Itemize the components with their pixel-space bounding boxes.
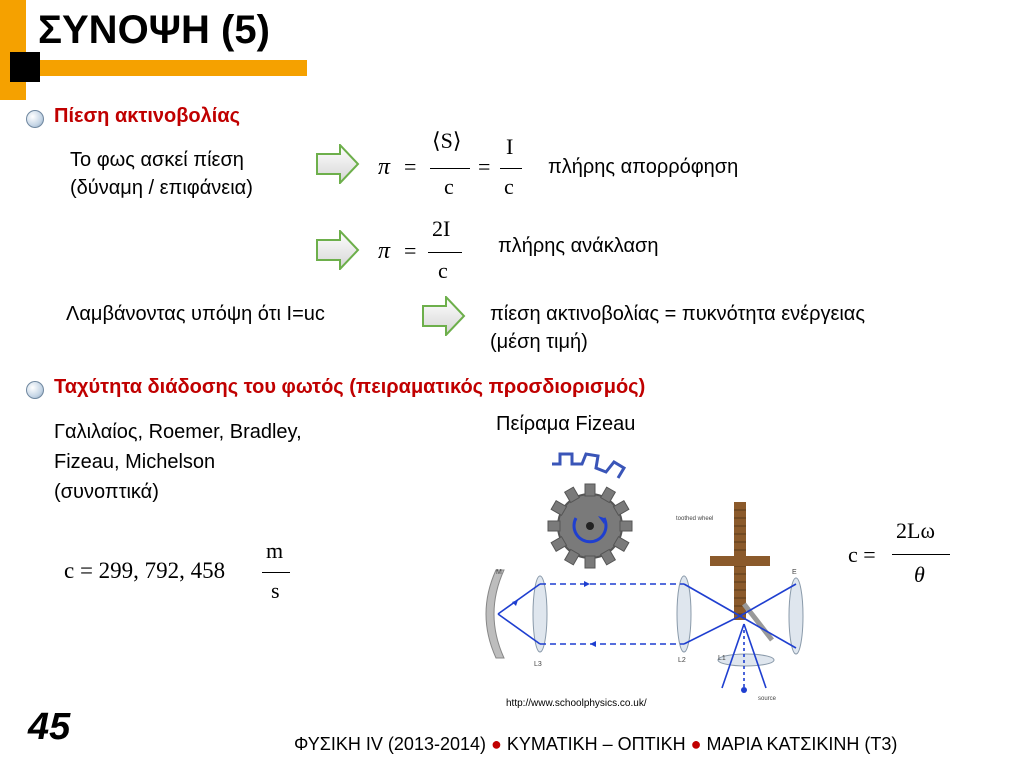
gear-icon: [548, 484, 632, 568]
fizeau-diagram: [482, 444, 818, 716]
toothed-wheel-label: toothed wheel: [676, 516, 714, 522]
mirror-label: M: [496, 569, 502, 576]
bullet-icon: [26, 110, 44, 128]
formula2-fraction-line: [428, 252, 462, 253]
formula1-equals2: =: [478, 154, 491, 179]
footer-course: ΦΥΣΙΚΗ IV (2013-2014): [294, 734, 486, 754]
fizeau-lhs: c =: [848, 542, 876, 567]
c-value: c = 299, 792, 458: [64, 558, 226, 583]
footer-author: ΜΑΡΙΑ ΚΑΤΣΙΚΙΝΗ (Τ3): [706, 734, 898, 754]
mirror-icon: [486, 570, 504, 658]
arrow-right-icon: [316, 144, 360, 184]
c-unit-line: [262, 572, 290, 573]
condition-text: Λαμβάνοντας υπόψη ότι I=uc: [66, 303, 325, 325]
footer-text: [294, 734, 897, 755]
formula2-lhs: π: [378, 238, 391, 264]
formula2-label: πλήρης ανάκλαση: [498, 235, 659, 257]
formula1-fraction-line1: [430, 168, 470, 169]
fizeau-den: θ: [914, 562, 925, 587]
bullet-icon: [26, 381, 44, 399]
page-number: 45: [28, 706, 71, 748]
formula1-fraction-line2: [500, 168, 522, 169]
title-accent-square: [10, 52, 40, 82]
source-label: source: [758, 696, 777, 702]
names-line3: (συνοπτικά): [54, 481, 159, 503]
section1-text-line1: Το φως ασκεί πίεση: [70, 149, 244, 171]
title-accent-bar-vertical: [0, 0, 26, 100]
formula1-label: πλήρης απορρόφηση: [548, 156, 739, 178]
section1-text-line2: (δύναμη / επιφάνεια): [70, 177, 253, 199]
formula2-den: c: [438, 258, 448, 283]
fizeau-line: [892, 554, 950, 555]
section2-heading: Ταχύτητα διάδοσης του φωτός (πειραματικός προσδιορισμός): [54, 376, 646, 398]
experiment-title: Πείραμα Fizeau: [496, 413, 636, 435]
source-icon: [741, 687, 747, 693]
names-line1: Γαλιλαίος, Roemer, Bradley,: [54, 421, 302, 443]
lens-l3-label: L3: [534, 661, 542, 668]
fizeau-num: 2Lω: [896, 518, 935, 543]
names-line2: Fizeau, Michelson: [54, 451, 216, 473]
lens-l1-label: L1: [718, 655, 726, 662]
formula2-equals: =: [404, 238, 417, 263]
formula2-num: 2I: [432, 216, 451, 241]
formula1-num2: I: [506, 134, 514, 159]
formula1-num1-bracket: ⟨S⟩: [432, 128, 462, 153]
footer-separator: ●: [690, 734, 702, 754]
footer-topic: ΚΥΜΑΤΙΚΗ – ΟΠΤΙΚΗ: [506, 734, 686, 754]
section1-heading: Πίεση ακτινοβολίας: [54, 105, 241, 127]
lens-l2-label: L2: [678, 657, 686, 664]
eyepiece-label: E: [792, 569, 797, 576]
eyepiece-icon: [789, 578, 803, 654]
teeth-strip-icon: [552, 454, 624, 478]
lens-l1-icon: [718, 654, 774, 666]
result-line2: (μέση τιμή): [490, 331, 588, 353]
c-unit-num: m: [266, 538, 284, 563]
source-link[interactable]: http://www.schoolphysics.co.uk/: [506, 698, 647, 709]
formula1-den1: c: [444, 174, 454, 199]
arrow-right-icon: [422, 296, 466, 336]
formula1-lhs: π: [378, 154, 391, 180]
footer-separator: ●: [491, 734, 502, 754]
formula1-equals: =: [404, 154, 417, 179]
c-unit-den: s: [271, 578, 280, 603]
arrow-right-icon: [316, 230, 360, 270]
result-line1: πίεση ακτινοβολίας = πυκνότητα ενέργειας: [490, 303, 865, 325]
slide-title: ΣΥΝΟΨΗ (5): [38, 8, 270, 52]
formula1-den2: c: [504, 174, 514, 199]
title-accent-bar-horizontal: [26, 60, 307, 76]
